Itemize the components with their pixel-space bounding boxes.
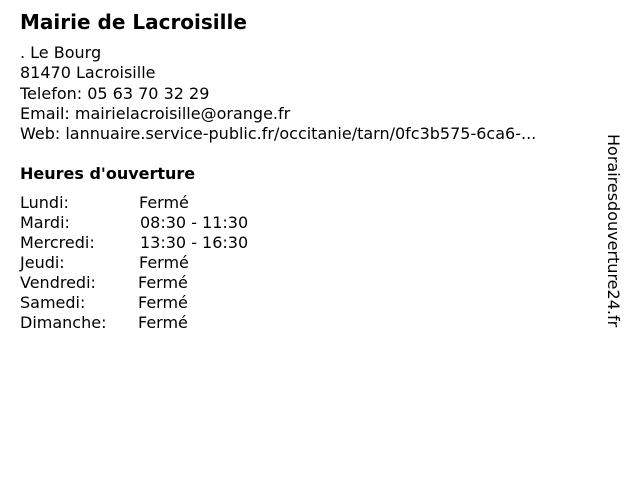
site-watermark: Horairesdouverture24.fr <box>604 134 623 328</box>
day-hours: Fermé <box>138 293 188 312</box>
hours-heading: Heures d'ouverture <box>20 164 196 183</box>
day-label: Samedi: <box>20 293 86 312</box>
day-hours: 08:30 - 11:30 <box>140 213 249 232</box>
day-hours: Fermé <box>139 193 189 212</box>
email-line: Email: mairielacroisille@orange.fr <box>20 103 291 123</box>
day-label: Mardi: <box>20 213 70 232</box>
day-label: Jeudi: <box>20 253 65 272</box>
street-line: . Le Bourg <box>20 43 102 62</box>
day-label: Lundi: <box>20 193 69 212</box>
day-label: Mercredi: <box>20 233 95 252</box>
day-hours: Fermé <box>138 273 188 292</box>
address-block <box>20 43 536 144</box>
day-hours: Fermé <box>139 253 189 272</box>
day-hours: Fermé <box>138 313 188 332</box>
day-label: Vendredi: <box>20 273 96 292</box>
page-title: Mairie de Lacroisille <box>20 10 247 34</box>
city-line: 81470 Lacroisille <box>20 63 156 83</box>
day-label: Dimanche: <box>20 313 107 332</box>
phone-line: Telefon: 05 63 70 32 29 <box>20 83 210 103</box>
web-line: Web: lannuaire.service-public.fr/occitanie/tarn/0fc3b575-6ca6-... <box>20 124 537 144</box>
day-hours: 13:30 - 16:30 <box>140 233 249 252</box>
